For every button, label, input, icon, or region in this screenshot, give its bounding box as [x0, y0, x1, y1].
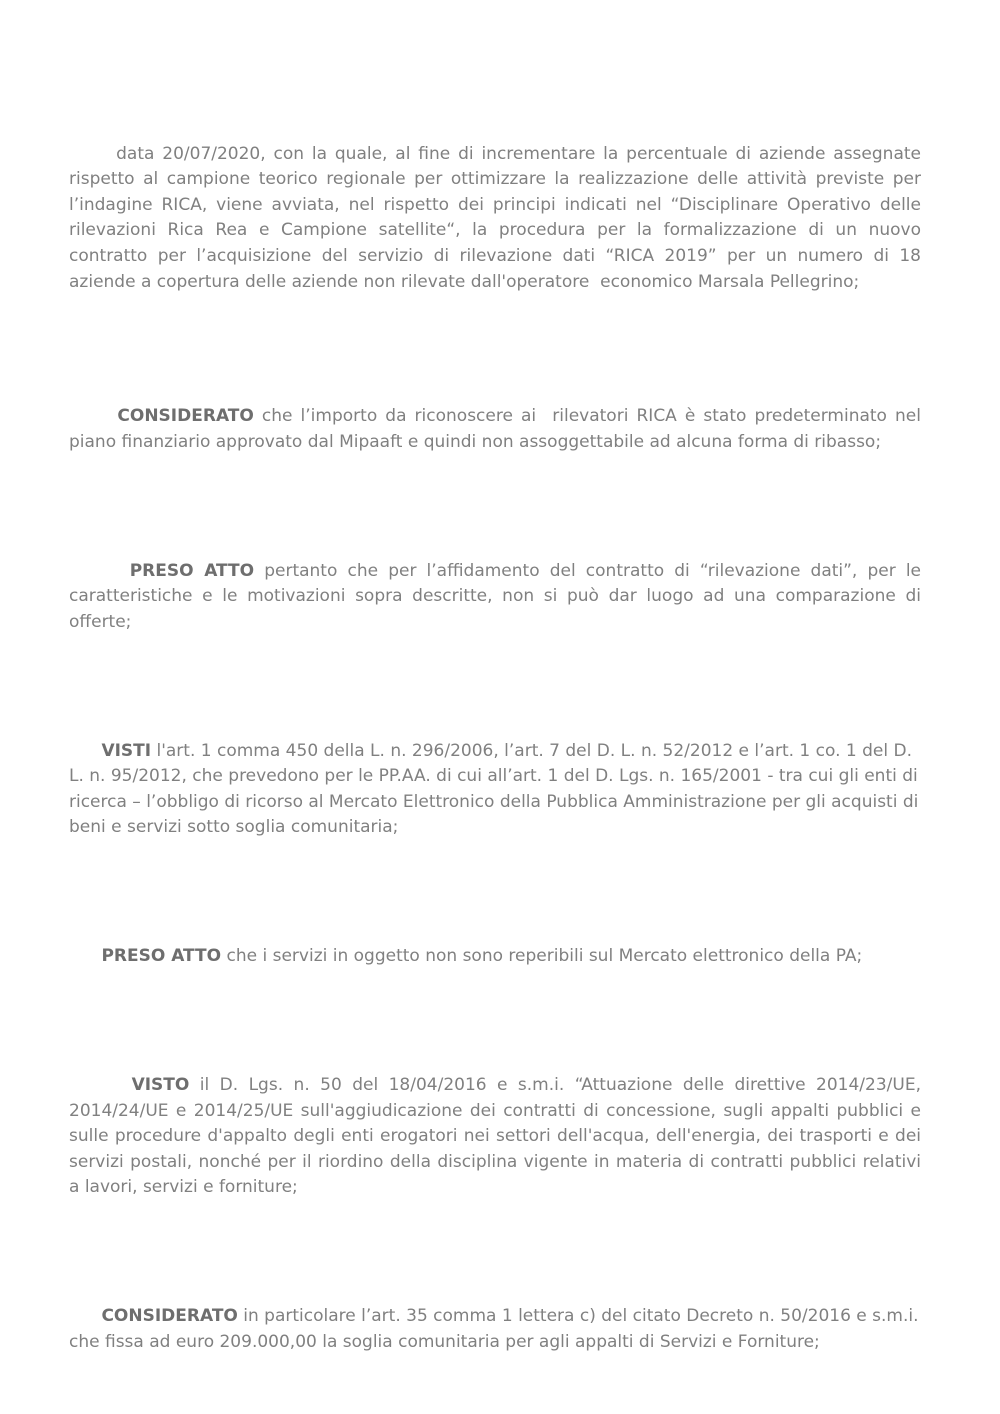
paragraph-lead-label: VISTO [131, 1075, 190, 1096]
paragraph-lead-label: PRESO ATTO [101, 946, 222, 967]
paragraph-lead-label: PRESO ATTO [129, 560, 255, 581]
paragraph-text: che l’importo da riconoscere ai rilevatori RICA è stato predeterminato nel piano finanziario approvato dal Mipaaft e quindi non assoggettabile ad alcuna forma di ribasso; [69, 406, 927, 452]
paragraph-preso-atto-mepa [69, 919, 921, 996]
paragraph-visti-articoli [69, 713, 924, 867]
paragraph-text: il D. Lgs. n. 50 del 18/04/2016 e s.m.i. “Attuazione delle direttive 2014/23/UE, 2014/24/UE e 2014/25/UE sull'aggiudicazione dei contratti di concessione, sugli appalti pubblici e sulle procedure d'appalto degli enti erogatori nei settori dell'acqua, dell'energia, dei trasporti e dei servizi postali, nonché per il riordino della disciplina vigente in materia di contratti pubblici relativi a lavori, servizi e forniture; [69, 1075, 927, 1198]
paragraph-text: in particolare l’art. 35 comma 1 lettera c) del citato Decreto n. 50/2016 e s.m.i. che fissa ad euro 209.000,00 la soglia comunitaria per agli appalti di Servizi e Forniture; [69, 1306, 924, 1352]
paragraph-visto-dlgs-50 [69, 1047, 927, 1226]
paragraph-considerato-soglia [69, 1279, 924, 1381]
paragraph-preso-atto-affidamento [69, 533, 927, 661]
paragraph-text: che i servizi in oggetto non sono reperibili sul Mercato elettronico della PA; [221, 946, 863, 967]
paragraph-considerato-importo [69, 379, 927, 481]
document-body [69, 116, 927, 1381]
paragraph-lead-label: VISTI [101, 740, 152, 761]
paragraph-lead-label: CONSIDERATO [101, 1306, 238, 1327]
paragraph-lead-label: CONSIDERATO [117, 406, 254, 427]
paragraph-text: pertanto che per l’affidamento del contratto di “rilevazione dati”, per le caratteristiche e le motivazioni sopra descritte, non si può dar luogo ad una comparazione di offerte; [69, 560, 927, 632]
paragraph-text: l'art. 1 comma 450 della L. n. 296/2006, l’art. 7 del D. L. n. 52/2012 e l’art. 1 co. 1 del D. L. n. 95/2012, che prevedono per le PP.AA. di cui all’art. 1 del D. Lgs. n. 165/2001 - tra cui gli enti di ricerca – l’obbligo di ricorso al Mercato Elettronico della Pubblica Amministrazione per gli acquisti di beni e servizi sotto soglia comunitaria; [69, 740, 924, 838]
paragraph-text: data 20/07/2020, con la quale, al fine di incrementare la percentuale di aziende assegnate rispetto al campione teorico regionale per ottimizzare la realizzazione delle attività previste per l’indagine RICA, viene avviata, nel rispetto dei principi indicati nel “Disciplinare Operativo delle rilevazioni Rica Rea e Campione satellite“, la procedura per la formalizzazione di un nuovo contratto per l’acquisizione del servizio di rilevazione dati “RICA 2019” per un numero di 18 aziende a copertura delle aziende non rilevate dall'operatore economico Marsala Pellegrino; [69, 143, 927, 292]
paragraph-data-avvio [69, 116, 927, 321]
